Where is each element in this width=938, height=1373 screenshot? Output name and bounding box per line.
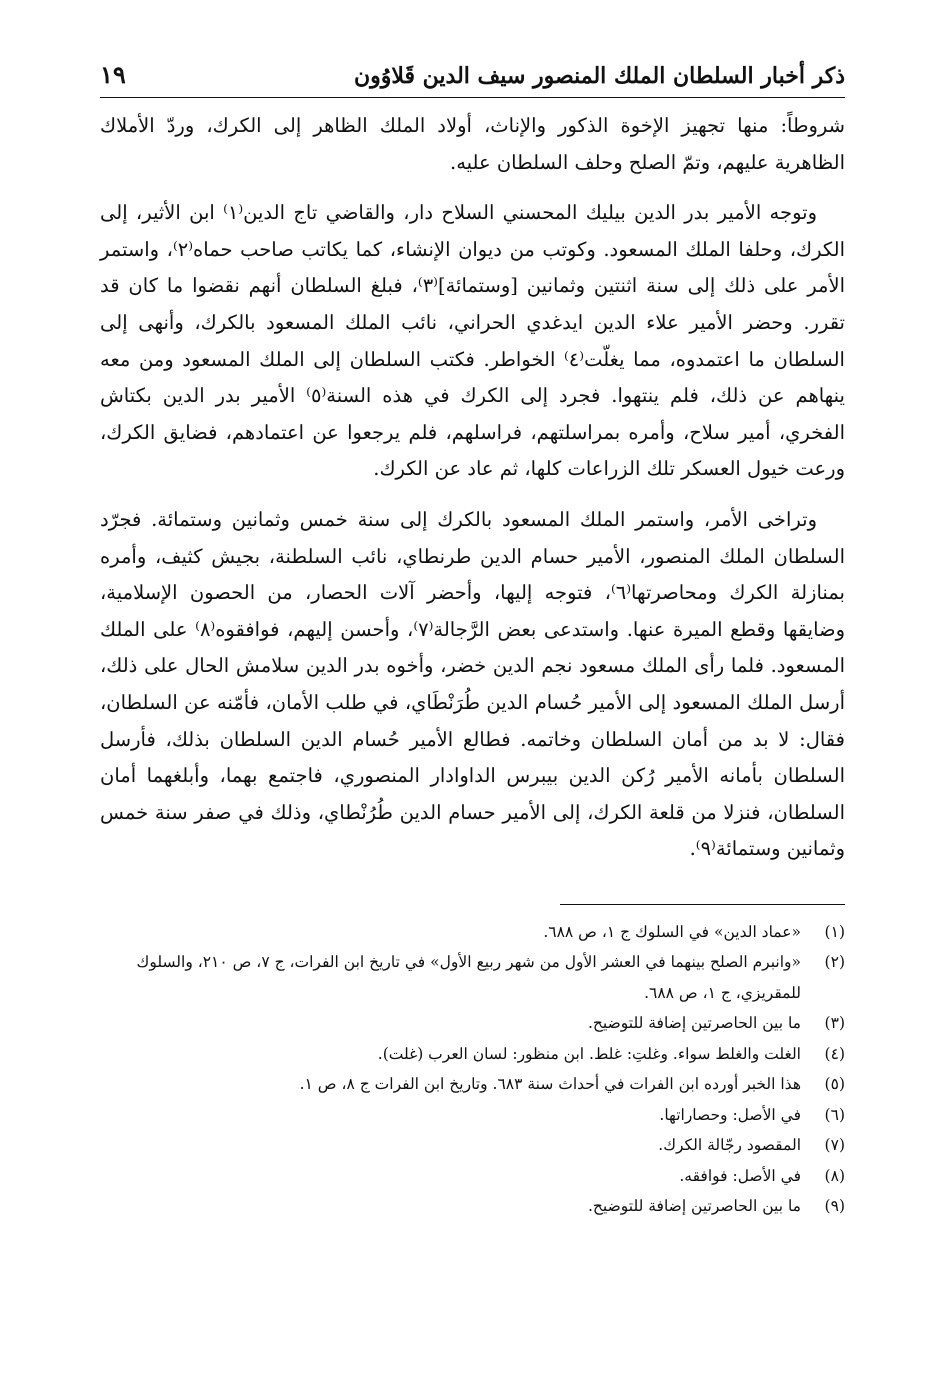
paragraph-2: وتوجه الأمير بدر الدين بيليك المحسني السلاح دار، والقاضي تاج الدين⁽١⁾ ابن الأثير، إلى الكرك، وحلفا الملك المسعود. وكوتب من ديوان الإنشاء، كما يكاتب صاحب حماه⁽٢⁾، واستمر الأمر على ذلك إلى سنة اثنتين وثمانين [وستمائة]⁽٣⁾، فبلغ السلطان أنهم نقضوا ما كان قد تقرر. وحضر الأمير علاء الدين ايدغدي الحراني، نائب الملك المسعود بالكرك، وأنهى إلى السلطان ما اعتمدوه، مما يغلّت⁽٤⁾ الخواطر. فكتب السلطان إلى الملك المسعود ومن معه ينهاهم عن ذلك، فلم ينتهوا. فجرد إلى الكرك في هذه السنة⁽٥⁾ الأمير بدر الدين بكتاش الفخري، أمير سلاح، وأمره بمراسلتهم، فراسلهم، فلم يرجعوا عن اعتمادهم، فضايق الكرك، ورعت خيول العسكر تلك الزراعات كلها، ثم عاد عن الكرك. xyxy=(100,201,845,481)
footnote-text: في الأصل: فوافقه. xyxy=(679,1166,801,1185)
paragraph-3: وتراخى الأمر، واستمر الملك المسعود بالكرك إلى سنة خمس وثمانين وستمائة. فجرّد السلطان الملك المنصور، الأمير حسام الدين طرنطاي، نائب السلطنة، بجيش كثيف، وأمره بمنازلة الكرك ومحاصرتها⁽٦⁾، فتوجه إليها، وأحضر آلات الحصار، من الحصون الإسلامية، وضايقها وقطع الميرة عنها. واستدعى بعض الرَّجالة⁽٧⁾، وأحسن إليهم، فوافقوه⁽٨⁾ على الملك المسعود. فلما رأى الملك مسعود نجم الدين خضر، وأخوه بدر الدين سلامش الحال على ذلك، أرسل الملك المسعود إلى الأمير حُسام الدين طُرَنْطَاي، في طلب الأمان، فأمّنه عن السلطان، فقال: لا بد من أمان السلطان وخاتمه. فطالع الأمير حُسام الدين السلطان بذلك، فأرسل السلطان بأمانه الأمير رُكن الدين بيبرس الداوادار المنصوري، فاجتمع بهما، وأبلغهما أمان السلطان، فنزلا من قلعة الكرك، إلى الأمير حسام الدين طُرُنْطاي، وذلك في صفر سنة خمس وثمانين وستمائة⁽٩⁾. xyxy=(100,507,846,861)
running-header xyxy=(100,60,845,98)
paragraph-1: شروطاً: منها تجهيز الإخوة الذكور والإناث، أولاد الملك الظاهر إلى الكرك، وردّ الأملاك الظاهرية عليهم، وتمّ الصلح وحلف السلطان عليه. xyxy=(100,114,845,174)
running-title: ذكر أخبار السلطان الملك المنصور سيف الدين قَلاوُون xyxy=(353,63,845,89)
footnote-text: «وانبرم الصلح بينهما في العشر الأول من شهر ربيع الأول» في تاريخ ابن الفرات، ج ٧، ص ٢١٠، والسلوك للمقريزي، ج ١، ص ٦٨٨. xyxy=(136,953,801,1002)
footnote-number: (٣) xyxy=(824,1014,845,1033)
footnote xyxy=(100,917,845,948)
footnote xyxy=(100,1161,845,1192)
footnote-text: الغلت والغلط سواء. وغلتِ: غلط. ابن منظور: لسان العرب (غلت). xyxy=(377,1044,801,1063)
footnote-number: (٨) xyxy=(824,1166,845,1185)
footnote xyxy=(100,1100,845,1131)
footnote-number: (٢) xyxy=(824,953,845,972)
page-number: ١٩ xyxy=(100,60,126,89)
footnote xyxy=(100,947,845,1008)
main-text xyxy=(100,108,845,868)
book-page xyxy=(100,60,845,1222)
footnote xyxy=(100,1191,845,1222)
footnote xyxy=(100,1130,845,1161)
footnote-number: (٥) xyxy=(824,1075,845,1094)
footnote-number: (٤) xyxy=(824,1044,845,1063)
footnote-separator-wrap xyxy=(100,882,845,917)
footnote xyxy=(100,1069,845,1100)
footnote xyxy=(100,1039,845,1070)
footnote-number: (٩) xyxy=(824,1197,845,1216)
footnote-number: (٦) xyxy=(824,1105,845,1124)
footnote xyxy=(100,1008,845,1039)
footnote-text: المقصود رجّالة الكرك. xyxy=(658,1136,801,1155)
footnote-number: (٧) xyxy=(824,1136,845,1155)
footnote-text: ما بين الحاصرتين إضافة للتوضيح. xyxy=(587,1014,801,1033)
footnote-separator xyxy=(560,904,845,905)
footnote-text: في الأصل: وحصاراتها. xyxy=(659,1105,801,1124)
footnotes-list xyxy=(100,917,845,1222)
footnote-text: هذا الخبر أورده ابن الفرات في أحداث سنة ٦٨٣. وتاريخ ابن الفرات ج ٨، ص ١. xyxy=(299,1075,801,1094)
footnote-number: (١) xyxy=(824,922,845,941)
footnote-text: ما بين الحاصرتين إضافة للتوضيح. xyxy=(587,1197,801,1216)
footnote-text: «عماد الدين» في السلوك ج ١، ص ٦٨٨. xyxy=(543,922,801,941)
